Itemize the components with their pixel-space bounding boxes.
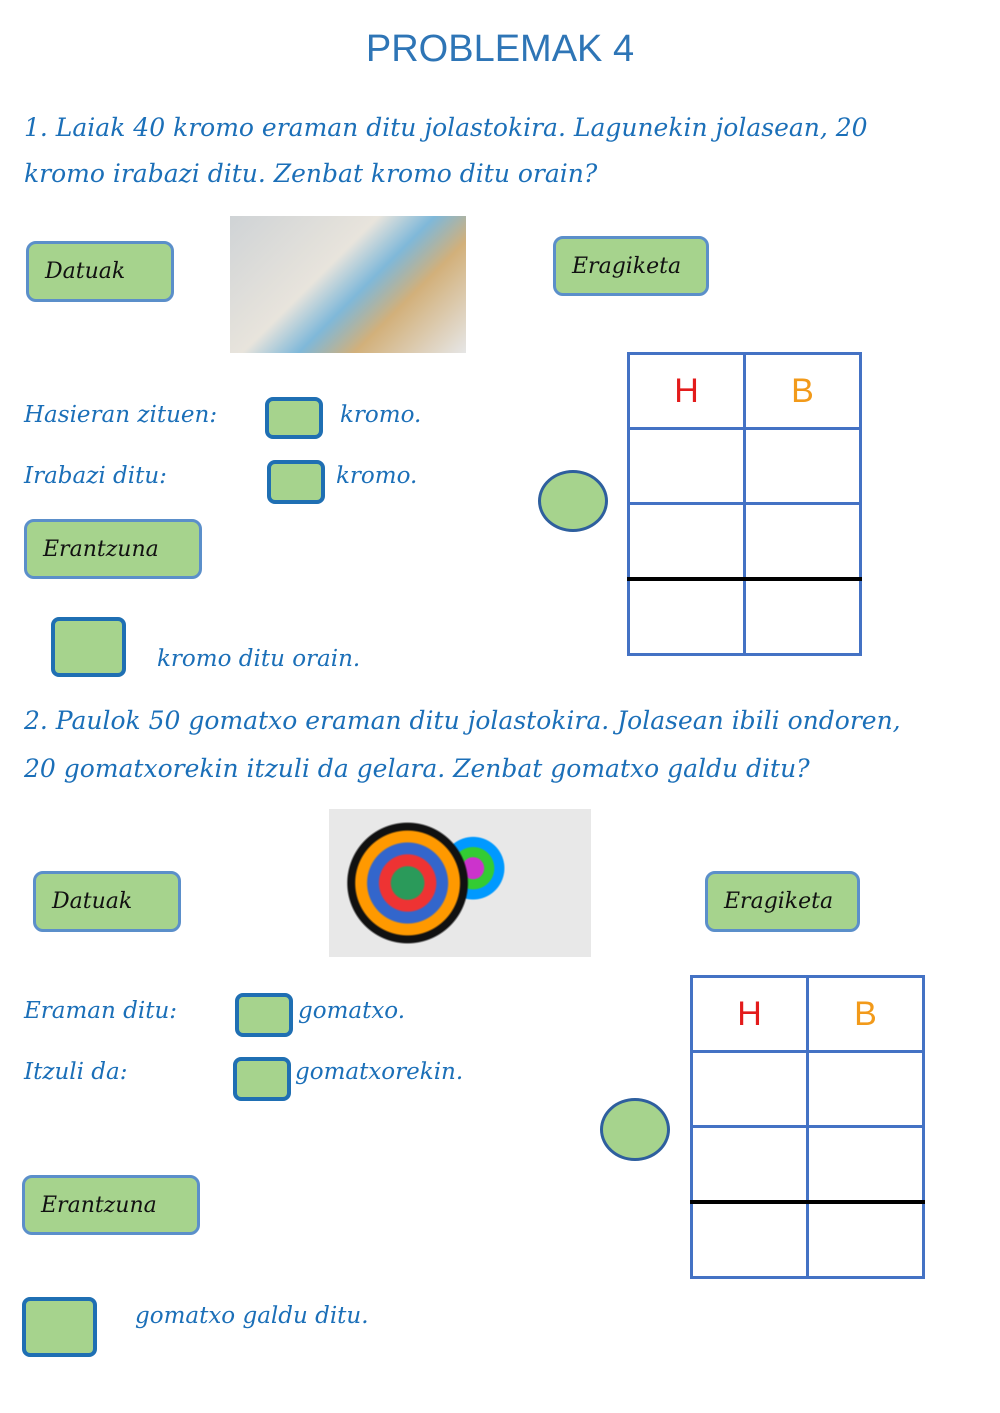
cell-input[interactable] — [692, 1127, 808, 1203]
cell-input[interactable] — [808, 1127, 924, 1203]
b-header: B — [745, 354, 861, 429]
problem-1-question-line-1: 1. Laiak 40 kromo eraman ditu jolastokira. Lagunekin jolasean, 20 — [24, 113, 868, 142]
row2-label: Irabazi ditu: — [24, 463, 167, 489]
datuak-label: Datuak — [26, 241, 174, 302]
cell-input[interactable] — [692, 1052, 808, 1127]
eragiketa-label: Eragiketa — [705, 871, 860, 932]
problem-2-question-line-2: 20 gomatxorekin itzuli da gelara. Zenbat gomatxo galdu ditu? — [24, 754, 810, 783]
answer-input-won[interactable] — [267, 460, 325, 504]
row1-label: Hasieran zituen: — [24, 402, 218, 428]
page-title: PROBLEMAK 4 — [365, 28, 635, 70]
row2-label: Itzuli da: — [24, 1059, 128, 1085]
cell-input[interactable] — [629, 504, 745, 580]
row1-label: Eraman ditu: — [24, 998, 178, 1024]
cell-input[interactable] — [629, 579, 745, 655]
answer-suffix: gomatxo galdu ditu. — [135, 1303, 369, 1329]
answer-input-result[interactable] — [22, 1297, 97, 1357]
answer-input-taken[interactable] — [235, 993, 293, 1037]
b-header: B — [808, 977, 924, 1052]
datuak-label: Datuak — [33, 871, 181, 932]
cell-input[interactable] — [629, 429, 745, 504]
cell-input[interactable] — [808, 1052, 924, 1127]
row2-unit: gomatxorekin. — [295, 1059, 464, 1085]
answer-input-result[interactable] — [51, 617, 126, 677]
row1-unit: kromo. — [340, 402, 422, 428]
erantzuna-label: Erantzuna — [24, 519, 202, 579]
h-header: H — [692, 977, 808, 1052]
cell-input[interactable] — [745, 504, 861, 580]
place-value-table — [690, 975, 925, 1279]
eragiketa-label: Eragiketa — [553, 236, 709, 296]
place-value-table — [627, 352, 862, 656]
answer-input-initial[interactable] — [265, 397, 323, 439]
cell-input[interactable] — [808, 1202, 924, 1278]
answer-input-returned[interactable] — [233, 1057, 291, 1101]
operation-sign-input[interactable] — [538, 470, 608, 532]
cell-input[interactable] — [692, 1202, 808, 1278]
row2-unit: kromo. — [336, 463, 418, 489]
operation-sign-input[interactable] — [600, 1098, 670, 1161]
cell-input[interactable] — [745, 429, 861, 504]
problem-1-question-line-2: kromo irabazi ditu. Zenbat kromo ditu orain? — [24, 159, 598, 188]
row1-unit: gomatxo. — [298, 998, 406, 1024]
problem-2-question-line-1: 2. Paulok 50 gomatxo eraman ditu jolastokira. Jolasean ibili ondoren, — [24, 706, 901, 735]
erantzuna-label: Erantzuna — [22, 1175, 200, 1235]
trading-cards-photo — [230, 216, 466, 353]
cell-input[interactable] — [745, 579, 861, 655]
rubber-bands-photo — [329, 809, 591, 957]
h-header: H — [629, 354, 745, 429]
answer-suffix: kromo ditu orain. — [157, 646, 361, 672]
